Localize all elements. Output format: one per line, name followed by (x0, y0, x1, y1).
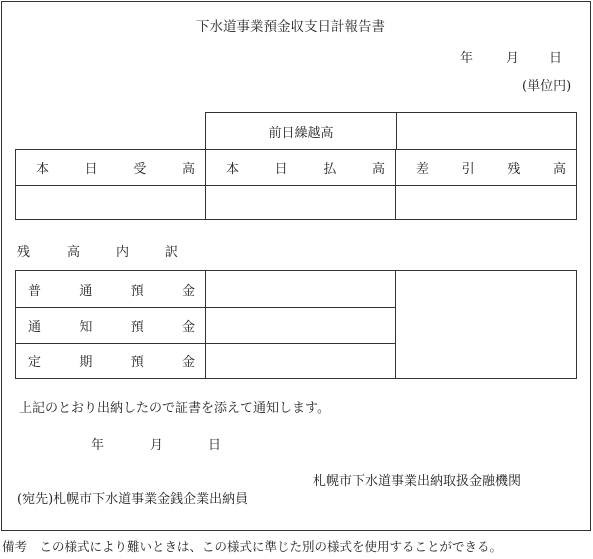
deposit-value-fixed[interactable] (206, 343, 396, 378)
deposit-char: 預 (130, 319, 144, 335)
daily-table (15, 149, 577, 220)
form-frame (1, 1, 591, 531)
notice-text: 上記のとおり出納したので証書を添えて通知します。 (19, 401, 330, 416)
deposit-row-fixed (16, 343, 396, 378)
deposit-value-ordinary[interactable] (206, 271, 396, 307)
breakdown-table (15, 270, 577, 379)
sign-day: 日 (208, 438, 222, 453)
breakdown-char: 高 (67, 245, 81, 260)
breakdown-char: 残 (17, 245, 31, 260)
form-title: 下水道事業預金収支日計報告書 (196, 19, 385, 35)
deposit-char: 定 (28, 355, 42, 370)
deposit-char: 金 (181, 283, 195, 299)
balance-char: 差 (416, 162, 430, 177)
footnote: 備考 この様式により難いときは、この様式に準じた別の様式を使用することができる。 (2, 539, 503, 554)
daily-header-row (16, 150, 576, 186)
receipts-char: 本 (36, 162, 50, 177)
payments-header (206, 150, 396, 185)
deposit-label-ordinary (16, 271, 206, 307)
header-day: 日 (549, 51, 563, 66)
deposit-char: 預 (130, 283, 144, 299)
receipts-char: 日 (84, 162, 98, 177)
breakdown-char: 訳 (165, 245, 179, 260)
addressee: (宛先)札幌市下水道事業金銭企業出納員 (17, 492, 249, 507)
deposit-value-notice[interactable] (206, 307, 396, 343)
carryover-label: 前日繰越高 (268, 126, 334, 141)
institution-name: 札幌市下水道事業出納取扱金融機関 (313, 474, 522, 489)
balance-header (396, 150, 576, 185)
balance-char: 高 (552, 162, 566, 177)
receipts-value-cell[interactable] (16, 185, 206, 219)
payments-char: 高 (371, 162, 385, 177)
breakdown-char: 内 (116, 245, 130, 260)
payments-char: 払 (323, 162, 337, 177)
receipts-char: 高 (181, 162, 195, 177)
deposit-char: 期 (79, 355, 93, 370)
deposit-row-notice (16, 307, 396, 344)
sign-month: 月 (150, 438, 164, 453)
carryover-label-cell (206, 113, 397, 150)
deposit-char: 通 (28, 319, 42, 335)
unit-label: (単位円) (522, 79, 572, 94)
balance-char: 引 (461, 162, 475, 177)
payments-char: 日 (274, 162, 288, 177)
daily-value-row (16, 185, 576, 219)
receipts-header (16, 150, 206, 185)
balance-value-cell[interactable] (396, 185, 576, 219)
deposit-row-ordinary (16, 271, 396, 308)
breakdown-total-cell[interactable] (396, 271, 576, 378)
receipts-char: 受 (133, 162, 147, 177)
deposit-char: 預 (130, 355, 144, 370)
header-year: 年 (460, 51, 474, 66)
header-month: 月 (506, 51, 520, 66)
payments-value-cell[interactable] (206, 185, 396, 219)
deposit-label-fixed (16, 343, 206, 378)
balance-char: 残 (507, 162, 521, 177)
carryover-table (205, 112, 577, 150)
deposit-char: 金 (181, 355, 195, 370)
deposit-label-notice (16, 307, 206, 343)
deposit-char: 金 (181, 319, 195, 335)
sign-year: 年 (91, 438, 105, 453)
deposit-char: 普 (28, 283, 42, 299)
deposit-char: 通 (79, 283, 93, 299)
deposit-char: 知 (79, 319, 93, 335)
payments-char: 本 (226, 162, 240, 177)
carryover-value-cell[interactable] (396, 113, 576, 150)
